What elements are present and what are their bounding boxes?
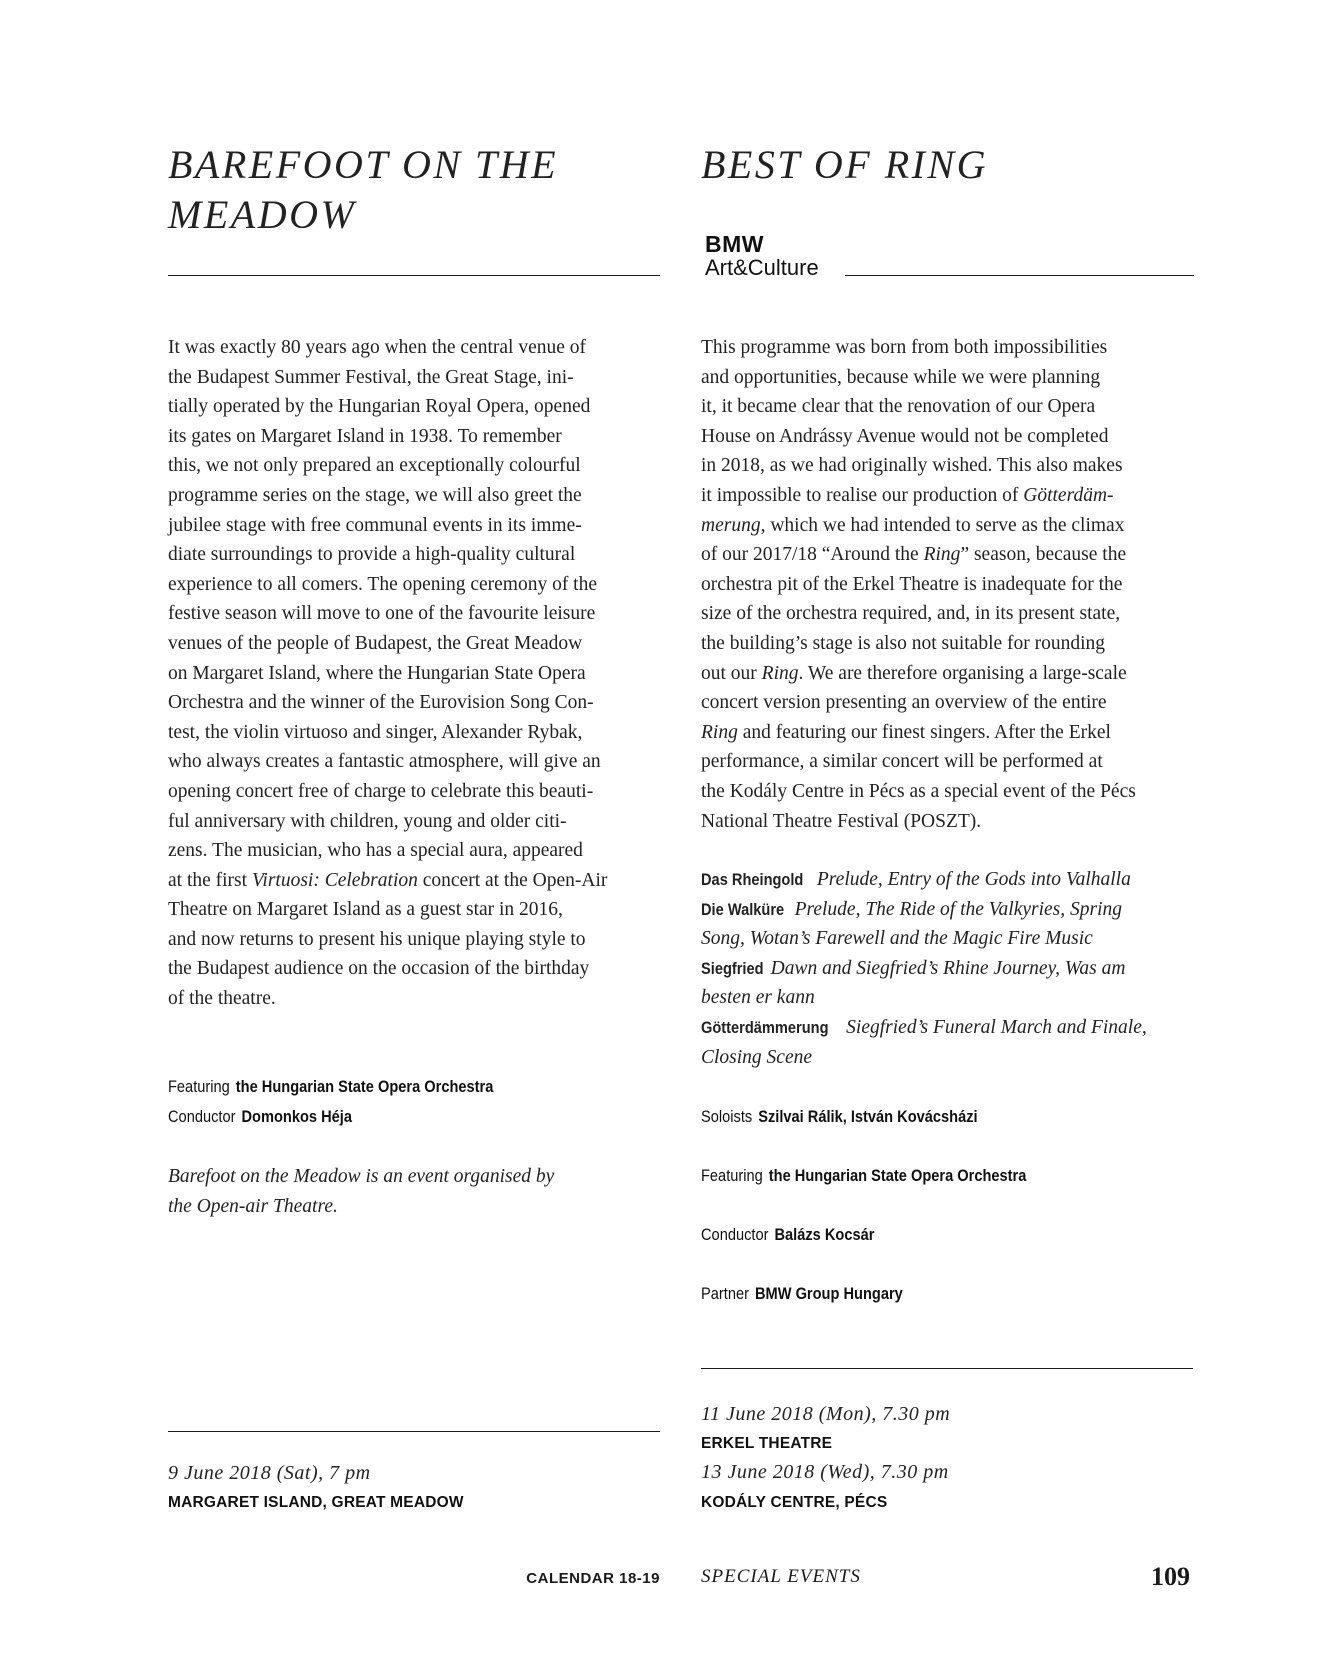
right-body-line: of our 2017/18 “Around the Ring” season, because the [701, 544, 1127, 566]
ring-work-line [701, 1013, 1181, 1043]
right-event-venue-1: ERKEL THEATRE [701, 1435, 833, 1452]
left-body-line: the Budapest audience on the occasion of the birthday [168, 958, 590, 980]
right-featuring-credit [701, 1161, 1026, 1191]
left-body-text [168, 333, 668, 1014]
left-conductor-value: Domonkos Héja [241, 1107, 352, 1126]
right-conductor-label: Conductor [701, 1225, 769, 1244]
ring-work-line [701, 1043, 1181, 1073]
left-title-rule [168, 275, 660, 276]
page-number: 109 [1151, 1562, 1190, 1591]
footer-calendar-label: CALENDAR 18-19 [526, 1570, 660, 1587]
left-body-line: programme series on the stage, we will also greet the [168, 484, 582, 506]
left-featuring-label: Featuring [168, 1077, 230, 1096]
ring-works-list [701, 865, 1181, 1072]
right-featuring-label: Featuring [701, 1166, 763, 1185]
right-title-rule [845, 275, 1194, 276]
bmw-logo-line2: Art&Culture [705, 255, 819, 280]
right-event-date-1: 11 June 2018 (Mon), 7.30 pm [701, 1403, 951, 1425]
ring-work-title: Siegfried [701, 958, 764, 978]
left-body-line: at the first Virtuosi: Celebration concert at the Open-Air [168, 869, 608, 891]
left-title [168, 140, 648, 240]
left-body-line: experience to all comers. The opening ceremony of the [168, 573, 598, 595]
ring-work-title: Götterdämmerung [701, 1017, 829, 1037]
right-body-line: the building’s stage is also not suitable for rounding [701, 632, 1106, 654]
ring-work-excerpts: Prelude, Entry of the Gods into Valhalla [816, 869, 1131, 890]
right-body-line: Ring and featuring our finest singers. After the Erkel [701, 721, 1111, 743]
right-soloists-label: Soloists [701, 1107, 753, 1126]
ring-work-excerpts: besten er kann [701, 987, 815, 1009]
ring-work-title: Die Walküre [701, 899, 785, 919]
right-body-line: concert version presenting an overview of the entire [701, 692, 1107, 714]
right-body-line: orchestra pit of the Erkel Theatre is inadequate for the [701, 573, 1123, 595]
left-body-line: opening concert free of charge to celebrate this beauti- [168, 780, 594, 802]
ring-work-line [701, 865, 1181, 895]
right-body-text [701, 333, 1201, 836]
left-conductor-label: Conductor [168, 1107, 236, 1126]
ring-work-line [701, 924, 1181, 954]
right-body-line: it, it became clear that the renovation of our Opera [701, 396, 1096, 418]
left-body-line: jubilee stage with free communal events in its imme- [168, 514, 582, 536]
right-body-line: size of the orchestra required, and, in its present state, [701, 603, 1121, 625]
left-note-line2: the Open-air Theatre. [168, 1195, 338, 1217]
right-body-line: and opportunities, because while we were planning [701, 366, 1101, 388]
bmw-art-culture-logo [705, 232, 819, 280]
left-body-line: ful anniversary with children, young and older citi- [168, 810, 567, 832]
left-body-line: and now returns to present his unique playing style to [168, 928, 586, 950]
right-featuring-value: the Hungarian State Opera Orchestra [768, 1166, 1027, 1185]
ring-work-excerpts: Siegfried’s Funeral March and Finale, [846, 1016, 1147, 1038]
left-body-line: who always creates a fantastic atmosphere, will give an [168, 751, 601, 773]
left-body-line: Theatre on Margaret Island as a guest star in 2016, [168, 899, 563, 921]
right-title: BEST OF RING [701, 142, 989, 187]
right-body-line: in 2018, as we had originally wished. This also makes [701, 455, 1123, 477]
left-body-line: diate surroundings to provide a high-quality cultural [168, 544, 576, 566]
right-partner-label: Partner [701, 1284, 749, 1303]
left-date-rule [168, 1431, 660, 1432]
footer-section-label: SPECIAL EVENTS [701, 1566, 861, 1587]
left-body-line: Orchestra and the winner of the Eurovision Song Con- [168, 692, 594, 714]
left-body-line: venues of the people of Budapest, the Great Meadow [168, 632, 583, 654]
right-body-line: the Kodály Centre in Pécs as a special event of the Pécs [701, 780, 1136, 802]
ring-work-excerpts: Song, Wotan’s Farewell and the Magic Fire Music [701, 928, 1093, 950]
right-partner-credit [701, 1279, 903, 1309]
right-body-line: merung, which we had intended to serve as the climax [701, 514, 1125, 536]
left-body-line: of the theatre. [168, 988, 276, 1010]
left-body-line: the Budapest Summer Festival, the Great Stage, ini- [168, 366, 574, 388]
right-body-line: This programme was born from both impossibilities [701, 337, 1108, 358]
bmw-logo-line1: BMW [705, 231, 764, 257]
right-body-line: out our Ring. We are therefore organising a large-scale [701, 662, 1127, 684]
left-body-line: this, we not only prepared an exceptionally colourful [168, 455, 581, 477]
ring-work-excerpts: Dawn and Siegfried’s Rhine Journey, Was am [770, 957, 1126, 979]
left-title-line2: MEADOW [168, 192, 357, 237]
right-body-line: House on Andrássy Avenue would not be completed [701, 425, 1109, 447]
right-body-line: performance, a similar concert will be performed at [701, 751, 1103, 773]
right-partner-value: BMW Group Hungary [754, 1284, 903, 1303]
right-body-line: National Theatre Festival (POSZT). [701, 810, 982, 832]
right-soloists-value: Szilvai Rálik, István Kovácsházi [758, 1107, 978, 1126]
left-note-line1: Barefoot on the Meadow is an event organised by [168, 1166, 555, 1187]
left-body-line: tially operated by the Hungarian Royal Opera, opened [168, 396, 591, 418]
ring-work-line [701, 954, 1181, 984]
right-body-line: it impossible to realise our production of Götterdäm- [701, 484, 1114, 506]
ring-work-title: Das Rheingold [701, 870, 804, 889]
right-soloists-credit [701, 1102, 978, 1132]
left-organiser-note [168, 1162, 660, 1221]
ring-work-line [701, 983, 1181, 1013]
ring-work-excerpts: Prelude, The Ride of the Valkyries, Spring [794, 898, 1123, 920]
right-conductor-value: Balázs Kocsár [774, 1225, 875, 1244]
left-body-line: zens. The musician, who has a special aura, appeared [168, 840, 583, 862]
left-featuring-credit [168, 1072, 493, 1102]
right-date-rule [701, 1368, 1193, 1369]
left-body-line: its gates on Margaret Island in 1938. To remember [168, 425, 562, 447]
left-body-line: festive season will move to one of the favourite leisure [168, 603, 596, 625]
left-body-line: on Margaret Island, where the Hungarian State Opera [168, 662, 586, 684]
left-featuring-value: the Hungarian State Opera Orchestra [235, 1077, 494, 1096]
right-event-date-2: 13 June 2018 (Wed), 7.30 pm [701, 1461, 949, 1483]
left-body-line: test, the violin virtuoso and singer, Alexander Rybak, [168, 721, 583, 743]
left-event-venue: MARGARET ISLAND, GREAT MEADOW [168, 1494, 464, 1511]
left-body-line: It was exactly 80 years ago when the central venue of [168, 337, 586, 358]
left-conductor-credit [168, 1102, 352, 1132]
ring-work-excerpts: Closing Scene [701, 1046, 813, 1068]
right-conductor-credit [701, 1220, 874, 1250]
left-event-date: 9 June 2018 (Sat), 7 pm [168, 1462, 371, 1484]
ring-work-line [701, 895, 1181, 925]
right-event-venue-2: KODÁLY CENTRE, PÉCS [701, 1494, 888, 1511]
left-title-line1: BAREFOOT ON THE [168, 142, 559, 187]
